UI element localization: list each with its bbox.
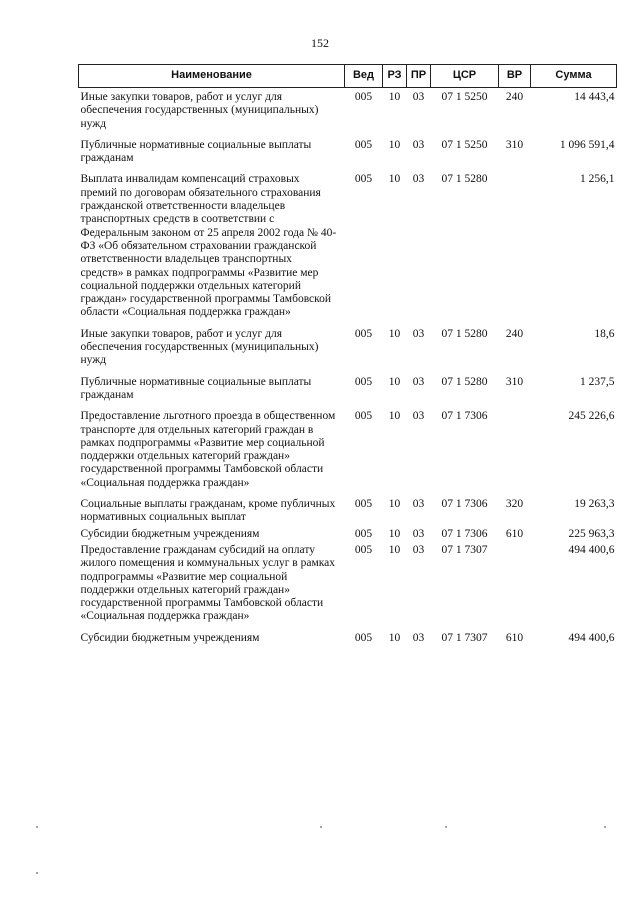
cell-rz: 10 [388, 631, 401, 644]
cell-rz: 10 [388, 138, 401, 151]
cell-name: Субсидии бюджетным учреждениям [80, 527, 260, 540]
cell-csr: 07 1 5250 [441, 91, 488, 103]
cell-rz: 10 [388, 91, 401, 103]
cell-sum: 1 096 591,4 [559, 138, 615, 151]
cell-name: Выплата инвалидам компенсаций страховых премий по договорам обязательного страхования гражданской ответственности владельцев транспортных средств в соответствии с Федеральным законом от 25 апреля 2002 года № 40-ФЗ «Об обязательном страховании гражданской ответственности владельцев транспортных средств» в рамках подпрограммы «Развитие мер социальной поддержки отдельных категорий граждан» государственной программы Тамбовской области «Социальная поддержка граждан» [80, 173, 337, 319]
cell-vr: 610 [505, 631, 524, 644]
table-row [79, 490, 617, 525]
cell-vr: 310 [505, 138, 524, 151]
cell-sum: 14 443,4 [574, 91, 615, 103]
cell-vr: 320 [505, 498, 524, 511]
scan-speck [36, 872, 38, 874]
cell-pr: 03 [412, 631, 425, 644]
table-row [79, 541, 617, 624]
cell-csr: 07 1 7306 [441, 498, 488, 511]
scan-speck [604, 826, 606, 828]
cell-sum: 245 226,6 [568, 410, 615, 423]
cell-vr: 240 [505, 327, 524, 340]
cell-name: Субсидии бюджетным учреждениям [80, 631, 260, 644]
cell-ved: 005 [354, 410, 373, 423]
table-header-row [79, 65, 617, 88]
cell-vr [499, 165, 531, 319]
cell-sum: 1 256,1 [580, 173, 615, 186]
cell-csr: 07 1 5280 [441, 173, 488, 186]
cell-name: Предоставление гражданам субсидий на оплату жилого помещения и коммунальных услуг в рамках подпрограммы «Развитие мер социальной поддержки отдельных категорий граждан» государственной программы Тамбовской области «Социальная поддержка граждан» [80, 543, 335, 623]
cell-sum: 18,6 [594, 327, 615, 340]
cell-sum: 19 263,3 [574, 498, 615, 511]
table-row [79, 368, 617, 403]
cell-csr: 07 1 7306 [441, 410, 488, 423]
cell-sum: 494 400,6 [568, 543, 615, 556]
cell-csr: 07 1 5250 [441, 138, 488, 151]
header-pr: ПР [407, 65, 431, 88]
cell-csr: 07 1 7307 [441, 631, 488, 644]
cell-csr: 07 1 5280 [441, 375, 488, 388]
cell-vr: 310 [505, 375, 524, 388]
cell-pr: 03 [412, 375, 425, 388]
scan-speck [445, 826, 447, 828]
header-vr: ВР [499, 65, 531, 88]
cell-ved: 005 [354, 498, 373, 511]
cell-name: Публичные нормативные социальные выплаты гражданам [80, 138, 312, 165]
cell-pr: 03 [412, 527, 425, 540]
cell-pr: 03 [412, 543, 425, 556]
cell-ved: 005 [354, 327, 373, 340]
cell-ved: 005 [354, 91, 373, 103]
table-row [79, 165, 617, 319]
cell-pr: 03 [412, 91, 425, 103]
cell-rz: 10 [388, 327, 401, 340]
cell-vr [499, 541, 531, 624]
page-number: 152 [311, 36, 329, 50]
cell-ved: 005 [354, 173, 373, 186]
cell-csr: 07 1 5280 [441, 327, 488, 340]
header-csr: ЦСР [431, 65, 499, 88]
cell-sum: 225 963,3 [568, 527, 615, 540]
cell-vr [499, 402, 531, 490]
cell-pr: 03 [412, 498, 425, 511]
cell-pr: 03 [412, 138, 425, 151]
cell-sum: 494 400,6 [568, 631, 615, 644]
cell-rz: 10 [388, 498, 401, 511]
header-sum: Сумма [531, 65, 617, 88]
cell-ved: 005 [354, 543, 373, 556]
cell-rz: 10 [388, 543, 401, 556]
cell-vr: 610 [505, 527, 524, 540]
cell-pr: 03 [412, 410, 425, 423]
cell-name: Предоставление льготного проезда в общественном транспорте для отдельных категорий граждан в рамках подпрограммы «Развитие мер социальной поддержки отдельных категорий граждан» государственной программы Тамбовской области «Социальная поддержка граждан» [80, 410, 336, 489]
cell-rz: 10 [388, 375, 401, 388]
cell-pr: 03 [412, 327, 425, 340]
cell-csr: 07 1 7306 [441, 527, 488, 540]
table-row [79, 525, 617, 541]
table-row [79, 320, 617, 368]
cell-rz: 10 [388, 173, 401, 186]
table-row [79, 624, 617, 645]
budget-table [78, 64, 617, 645]
cell-rz: 10 [388, 410, 401, 423]
cell-ved: 005 [354, 631, 373, 644]
header-ved: Вед [345, 65, 383, 88]
table-row [79, 402, 617, 490]
header-name: Наименование [79, 65, 345, 88]
table-row [79, 88, 617, 131]
scan-speck [36, 826, 38, 828]
header-rz: РЗ [383, 65, 407, 88]
cell-name: Иные закупки товаров, работ и услуг для обеспечения государственных (муниципальных) нужд [80, 91, 319, 130]
cell-ved: 005 [354, 375, 373, 388]
cell-vr: 240 [505, 91, 524, 103]
cell-csr: 07 1 7307 [441, 543, 488, 556]
cell-sum: 1 237,5 [580, 375, 615, 388]
table-row [79, 131, 617, 166]
cell-pr: 03 [412, 173, 425, 186]
cell-ved: 005 [354, 527, 373, 540]
cell-rz: 10 [388, 527, 401, 540]
cell-ved: 005 [354, 138, 373, 151]
cell-name: Социальные выплаты гражданам, кроме публичных нормативных социальных выплат [80, 498, 336, 524]
cell-name: Иные закупки товаров, работ и услуг для обеспечения государственных (муниципальных) нужд [80, 327, 319, 367]
scan-speck [320, 826, 322, 828]
cell-name: Публичные нормативные социальные выплаты гражданам [80, 375, 312, 401]
